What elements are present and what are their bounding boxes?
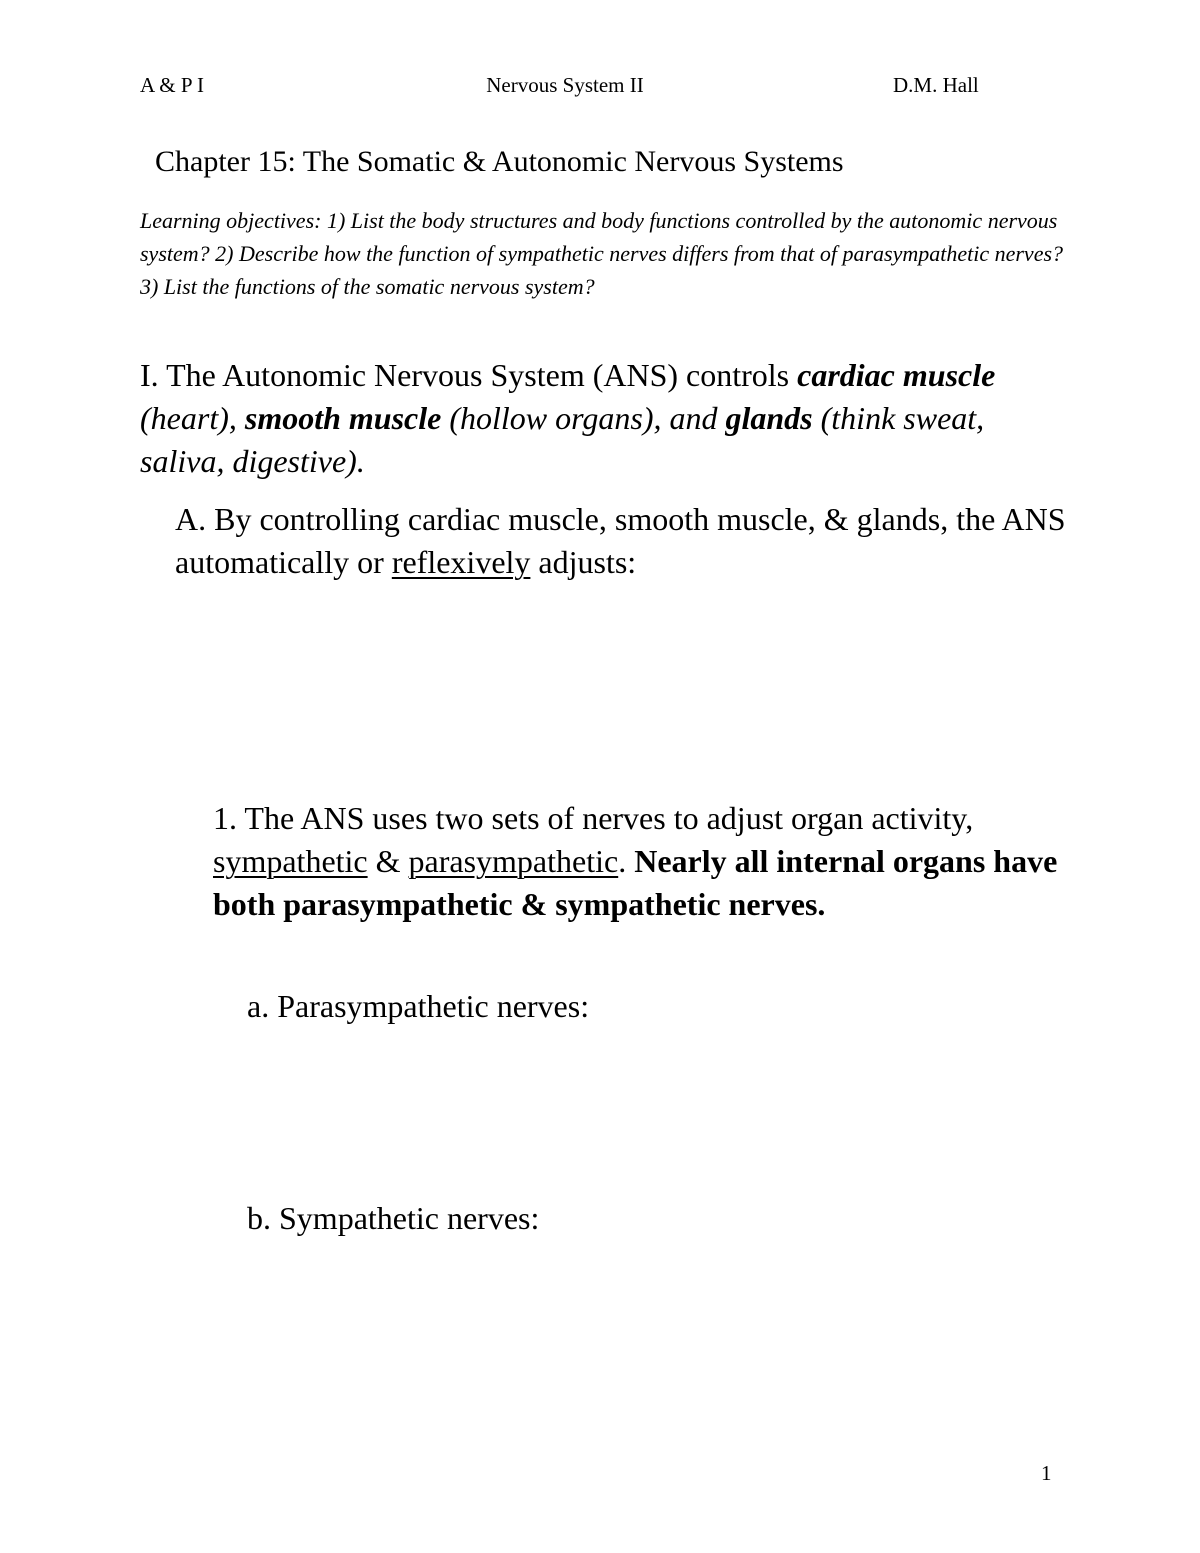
page-number: 1 bbox=[1041, 1461, 1052, 1485]
page-title: Chapter 15: The Somatic & Autonomic Nervous Systems bbox=[155, 145, 844, 178]
item-1-amp: & bbox=[367, 843, 409, 879]
item-1-period: . bbox=[618, 843, 635, 879]
section-a-text: A. By controlling cardiac muscle, smooth muscle, & glands, the ANS automatically or bbox=[175, 501, 1066, 580]
paren-hollow-organs: (hollow organs), and bbox=[441, 400, 726, 436]
item-1-text: 1. The ANS uses two sets of nerves to adjust organ activity, bbox=[213, 800, 974, 836]
paren-heart: (heart), bbox=[140, 400, 245, 436]
term-sympathetic: sympathetic bbox=[213, 843, 368, 879]
subitem-b-sympathetic: b. Sympathetic nerves: bbox=[247, 1200, 540, 1236]
item-1 bbox=[213, 797, 1073, 926]
section-a-end: adjusts: bbox=[530, 544, 637, 580]
subitem-a-parasympathetic: a. Parasympathetic nerves: bbox=[247, 988, 590, 1024]
term-cardiac-muscle: cardiac muscle bbox=[797, 357, 996, 393]
term-parasympathetic: parasympathetic bbox=[408, 843, 619, 879]
section-i bbox=[140, 354, 1040, 483]
term-reflexively: reflexively bbox=[391, 544, 531, 580]
section-i-prefix: I. The Autonomic Nervous System (ANS) controls bbox=[140, 357, 798, 393]
header-course: A & P I bbox=[140, 73, 204, 97]
learning-objectives: Learning objectives: 1) List the body structures and body functions controlled by the autonomic nervous system? 2) Describe how the function of sympathetic nerves differs from that of parasympathetic nerves? 3) List the functions of the somatic nervous system? bbox=[140, 208, 1064, 299]
item-1-bold-statement: Nearly all internal organs have both parasympathetic & sympathetic nerves. bbox=[213, 843, 1058, 922]
header-topic: Nervous System II bbox=[486, 73, 644, 97]
term-smooth-muscle: smooth muscle bbox=[244, 400, 442, 436]
paren-glands-examples: (think sweat, saliva, digestive). bbox=[140, 400, 985, 479]
header-author: D.M. Hall bbox=[893, 73, 979, 97]
term-glands: glands bbox=[725, 400, 813, 436]
section-a bbox=[175, 498, 1075, 584]
